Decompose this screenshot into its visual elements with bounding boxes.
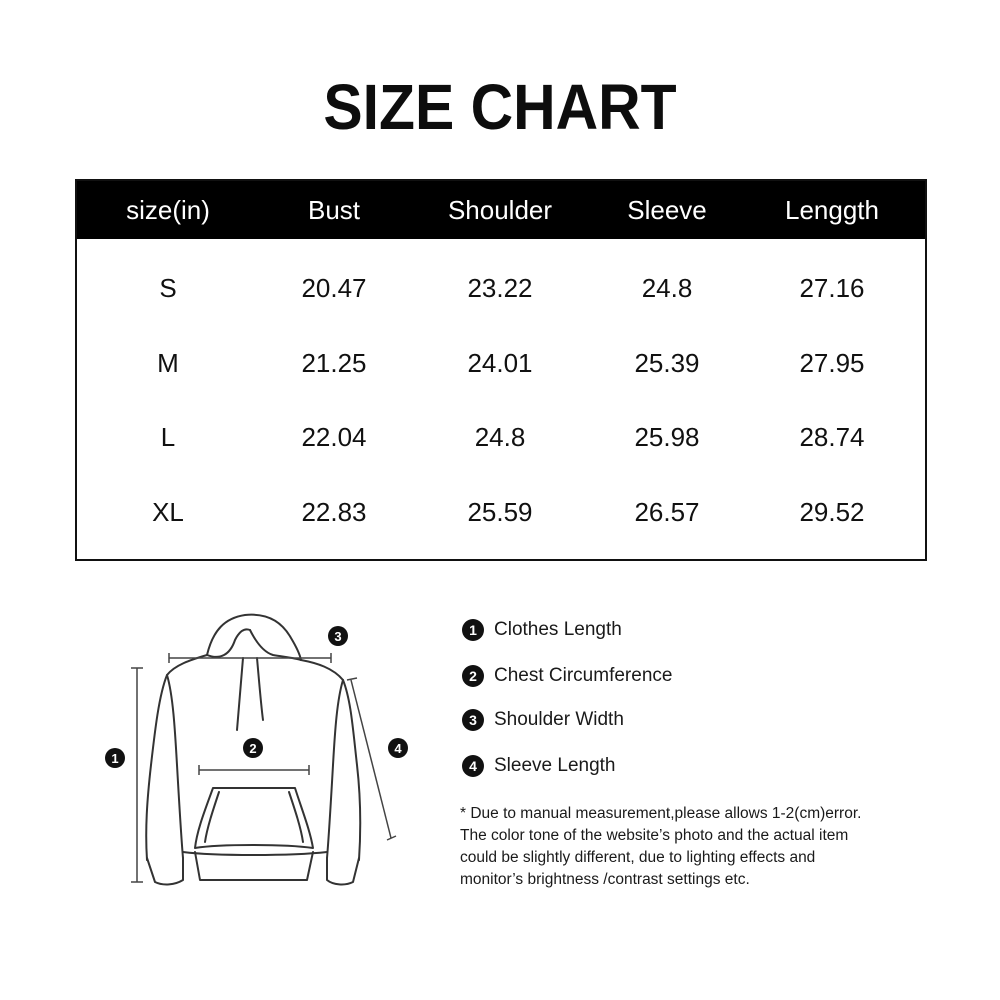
number-badge-icon: 1 — [462, 619, 484, 641]
number-badge-icon: 2 — [462, 665, 484, 687]
legend-item-clothes-length — [462, 619, 622, 643]
svg-text:4: 4 — [394, 741, 402, 756]
table-cell: 20.47 — [301, 273, 367, 303]
table-header — [77, 181, 925, 239]
legend-label: Clothes Length — [494, 619, 622, 640]
measurement-note — [460, 803, 960, 891]
note-line: The color tone of the website’s photo and the actual item — [460, 827, 849, 844]
legend-label: Shoulder Width — [494, 709, 624, 730]
legend-item-chest-circumference — [462, 665, 672, 689]
table-cell: 29.52 — [799, 497, 865, 527]
table-cell: L — [160, 422, 176, 452]
table-cell: S — [159, 273, 177, 303]
legend-label: Chest Circumference — [494, 665, 673, 686]
table-cell: XL — [152, 497, 184, 527]
legend-item-shoulder-width — [462, 709, 624, 733]
header-cell-sleeve: Sleeve — [627, 195, 707, 225]
number-badge-icon: 3 — [462, 709, 484, 731]
header-cell-length: Lenggth — [785, 195, 879, 225]
marker-3 — [328, 626, 348, 646]
table-cell: 23.22 — [467, 273, 533, 303]
table-cell: 24.8 — [474, 422, 526, 452]
header-cell-size: size(in) — [126, 195, 210, 225]
marker-2 — [243, 738, 263, 758]
svg-text:1: 1 — [111, 751, 119, 766]
note-line: * Due to manual measurement,please allows 1-2(cm)error. — [460, 805, 862, 822]
table-cell: 24.01 — [467, 348, 533, 378]
table-cell: 27.95 — [799, 348, 865, 378]
svg-text:3: 3 — [334, 629, 342, 644]
marker-4 — [388, 738, 408, 758]
table-cell: 25.59 — [467, 497, 533, 527]
note-line: could be slightly different, due to lighting effects and — [460, 849, 816, 866]
legend-label: Sleeve Length — [494, 755, 616, 776]
table-cell: M — [157, 348, 179, 378]
table-cell: 25.98 — [634, 422, 700, 452]
page-title: SIZE CHART — [323, 71, 677, 143]
table-cell: 21.25 — [301, 348, 367, 378]
table-cell: 27.16 — [799, 273, 865, 303]
table-cell: 22.83 — [301, 497, 367, 527]
table-cell: 24.8 — [641, 273, 693, 303]
marker-1 — [105, 748, 125, 768]
table-row — [77, 408, 925, 468]
table-row — [77, 259, 925, 319]
legend-item-sleeve-length — [462, 755, 616, 779]
table-row — [77, 334, 925, 394]
table-cell: 25.39 — [634, 348, 700, 378]
number-badge-icon: 4 — [462, 755, 484, 777]
hoodie-diagram — [95, 600, 425, 900]
svg-text:2: 2 — [249, 741, 257, 756]
table-cell: 28.74 — [799, 422, 865, 452]
header-cell-shoulder: Shoulder — [447, 195, 553, 225]
header-cell-bust: Bust — [307, 195, 361, 225]
table-cell: 22.04 — [301, 422, 367, 452]
table-row — [77, 483, 925, 543]
note-line: monitor’s brightness /contrast settings etc. — [460, 871, 750, 888]
size-table — [75, 179, 927, 561]
table-cell: 26.57 — [634, 497, 700, 527]
